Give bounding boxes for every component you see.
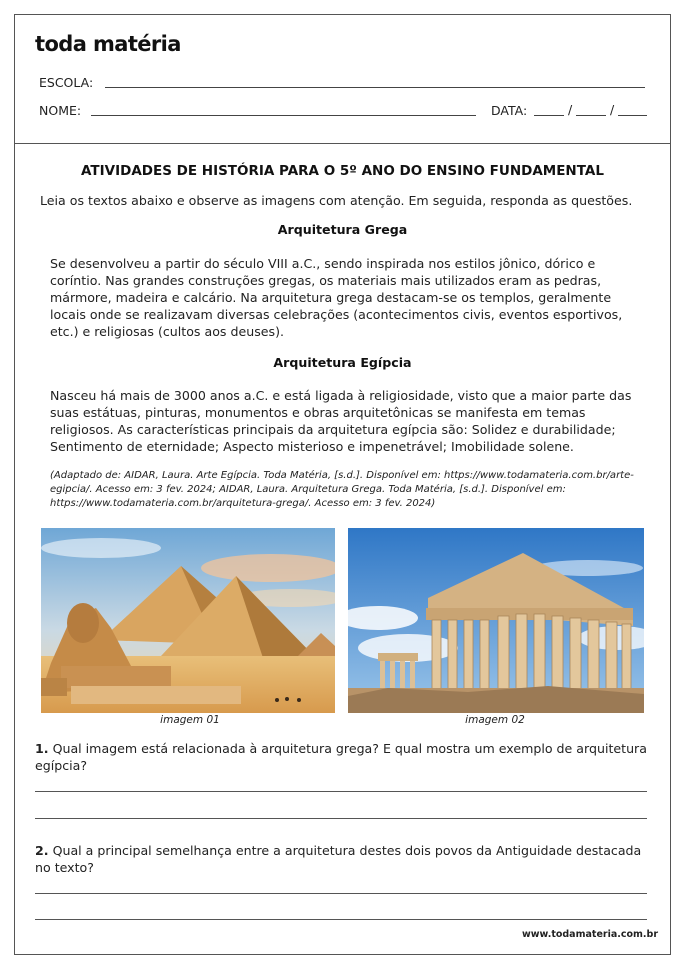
image-01-caption: imagem 01 xyxy=(160,714,220,726)
section-text-egyptian: Nasceu há mais de 3000 anos a.C. e está ligada à religiosidade, visto que a maior parte das suas estátuas, pinturas, monumentos e obras arquitetônicas se manifesta em temas religiosos. As características principais da arquitetura egípcia são: Solidez e durabilidade; Sentimento de eternidade; Aspecto misterioso e impenetrável; Imobilidade solene. xyxy=(50,388,632,454)
logo: toda matéria xyxy=(35,32,181,56)
question-2-number: 2. xyxy=(35,843,49,858)
answer-line[interactable] xyxy=(35,818,647,819)
date-month-line[interactable] xyxy=(576,115,606,116)
question-1-text: Qual imagem está relacionada à arquitetura grega? E qual mostra um exemplo de arquitetura egípcia? xyxy=(35,741,647,773)
date-year-line[interactable] xyxy=(618,115,647,116)
page-title: ATIVIDADES DE HISTÓRIA PARA O 5º ANO DO ENSINO FUNDAMENTAL xyxy=(81,163,604,179)
source-citation: (Adaptado de: AIDAR, Laura. Arte Egípcia. Toda Matéria, [s.d.]. Disponível em: https://www.todamateria.com.br/arte-egipcia/. Acesso em: 3 fev. 2024; AIDAR, Laura. Arquitetura Grega. Toda Matéria, [s.d.]. Disponível em: https://www.todamateria.com.br/arquitetura-grega/. Acesso em: 3 fev. 2024) xyxy=(50,470,634,509)
answer-line[interactable] xyxy=(35,791,647,792)
question-2 xyxy=(35,842,655,876)
image-01-pyramids xyxy=(41,528,335,713)
worksheet-frame xyxy=(14,14,671,955)
image-02-parthenon xyxy=(348,528,644,713)
section-heading-greek: Arquitetura Grega xyxy=(277,222,408,237)
answer-line[interactable] xyxy=(35,919,647,920)
question-2-text: Qual a principal semelhança entre a arquitetura destes dois povos da Antiguidade destacada no texto? xyxy=(35,843,642,875)
section-text-greek: Se desenvolveu a partir do século VIII a.C., sendo inspirada nos estilos jônico, dórico e coríntio. Nas grandes construções gregas, os materiais mais utilizados eram as pedras, mármore, madeira e calcário. Na arquitetura grega destacam-se os templos, geralmente locais onde se realizavam diversas celebrações (acontecimentos civis, eventos esportivos, etc.) e religiosas (cultos aos deuses). xyxy=(50,256,623,339)
date-label: DATA: xyxy=(491,103,528,118)
section-heading-egyptian: Arquitetura Egípcia xyxy=(273,355,412,370)
footer-url: www.todamateria.com.br xyxy=(521,929,658,940)
date-day-line[interactable] xyxy=(534,115,564,116)
worksheet-header xyxy=(15,15,670,144)
question-1-number: 1. xyxy=(35,741,49,756)
date-separator: / xyxy=(610,102,615,117)
school-field-line[interactable] xyxy=(105,87,645,88)
school-label: ESCOLA: xyxy=(39,75,94,90)
question-1 xyxy=(35,740,655,774)
name-field-line[interactable] xyxy=(91,115,476,116)
answer-line[interactable] xyxy=(35,893,647,894)
name-label: NOME: xyxy=(39,103,82,118)
image-02-caption: imagem 02 xyxy=(465,714,525,726)
intro-text: Leia os textos abaixo e observe as imagens com atenção. Em seguida, responda as questões. xyxy=(40,193,633,208)
date-separator: / xyxy=(568,102,573,117)
